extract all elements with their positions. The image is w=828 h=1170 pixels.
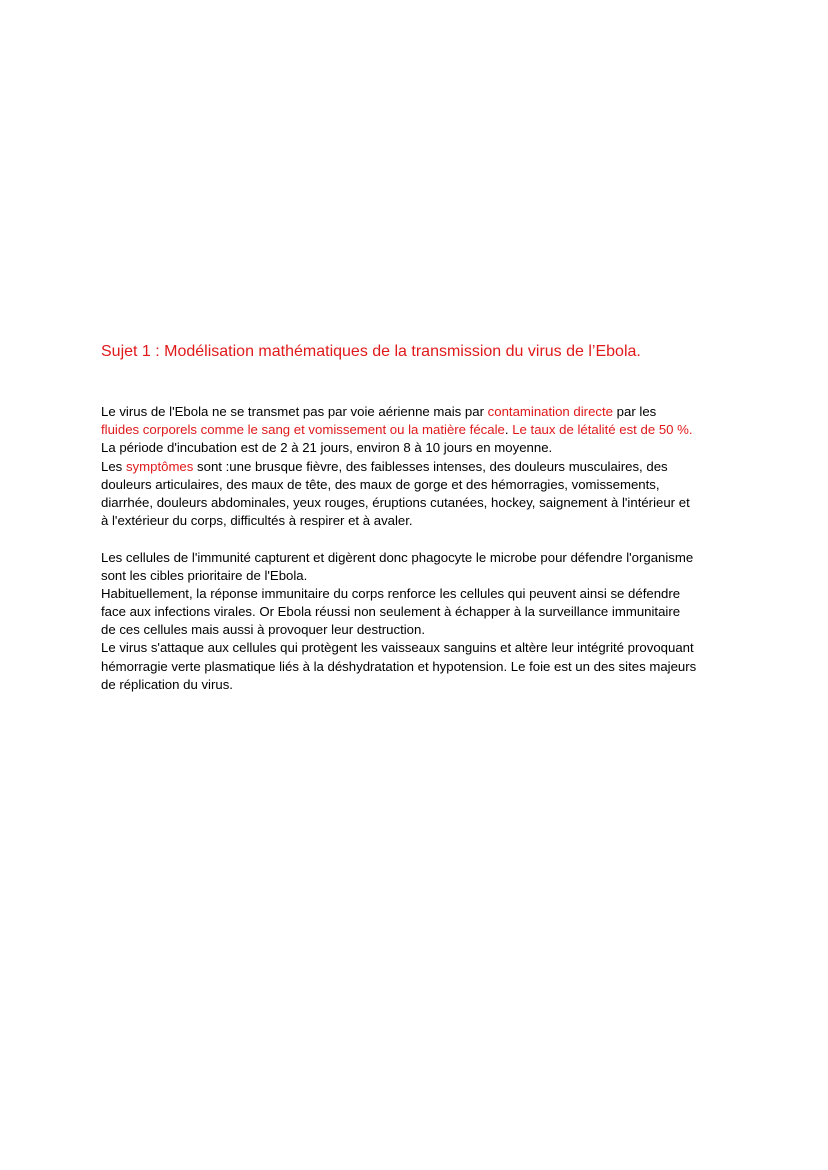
text-line: hémorragie verte plasmatique liés à la déshydratation et hypotension. Le foie est un des sites majeurs xyxy=(101,658,697,674)
highlight-symptoms: symptômes xyxy=(125,458,194,474)
highlight-lethality: Le taux de létalité est de 50 %. xyxy=(512,422,693,438)
paragraph-immunity xyxy=(101,549,741,695)
text-line: diarrhée, douleurs abdominales, yeux rouges, éruptions cutanées, hockey, saignement à l'intérieur et xyxy=(101,494,690,510)
highlight-contamination: contamination directe xyxy=(487,404,613,419)
text-line: de ces cellules mais aussi à provoquer leur destruction. xyxy=(101,622,425,638)
text-line: de réplication du virus. xyxy=(101,676,233,692)
paragraph-transmission xyxy=(101,403,741,530)
document-body xyxy=(101,403,741,694)
text-segment: . xyxy=(504,422,513,438)
text-line: La période d'incubation est de 2 à 21 jours, environ 8 à 10 jours en moyenne. xyxy=(101,440,553,456)
text-line xyxy=(101,421,741,439)
page-title: Sujet 1 : Modélisation mathématiques de la transmission du virus de l’Ebola. xyxy=(101,343,641,360)
text-segment: Le virus de l'Ebola ne se transmet pas par voie aérienne mais par xyxy=(101,404,488,419)
text-line: face aux infections virales. Or Ebola réussi non seulement à échapper à la surveillance immunitaire xyxy=(101,604,681,620)
highlight-fluids: fluides corporels comme le sang et vomissement ou la matière fécale xyxy=(101,422,505,438)
text-line: Les cellules de l'immunité capturent et digèrent donc phagocyte le microbe pour défendre l'organisme xyxy=(101,549,694,565)
text-line: Habituellement, la réponse immunitaire du corps renforce les cellules qui peuvent ainsi se défendre xyxy=(101,585,681,601)
text-line: sont les cibles prioritaire de l'Ebola. xyxy=(101,567,308,583)
paragraph-spacer xyxy=(101,530,741,548)
text-line xyxy=(101,458,741,476)
text-line: à l'extérieur du corps, difficultés à respirer et à avaler. xyxy=(101,513,413,529)
text-line xyxy=(101,403,741,421)
text-line: Le virus s'attaque aux cellules qui protègent les vaisseaux sanguins et altère leur intégrité provoquant xyxy=(101,640,694,656)
text-line: douleurs articulaires, des maux de tête, des maux de gorge et des hémorragies, vomissements, xyxy=(101,476,660,492)
text-segment: par les xyxy=(613,404,657,419)
text-segment: sont :une brusque fièvre, des faiblesses intenses, des douleurs musculaires, des xyxy=(193,458,668,474)
text-segment: Les xyxy=(101,458,126,474)
